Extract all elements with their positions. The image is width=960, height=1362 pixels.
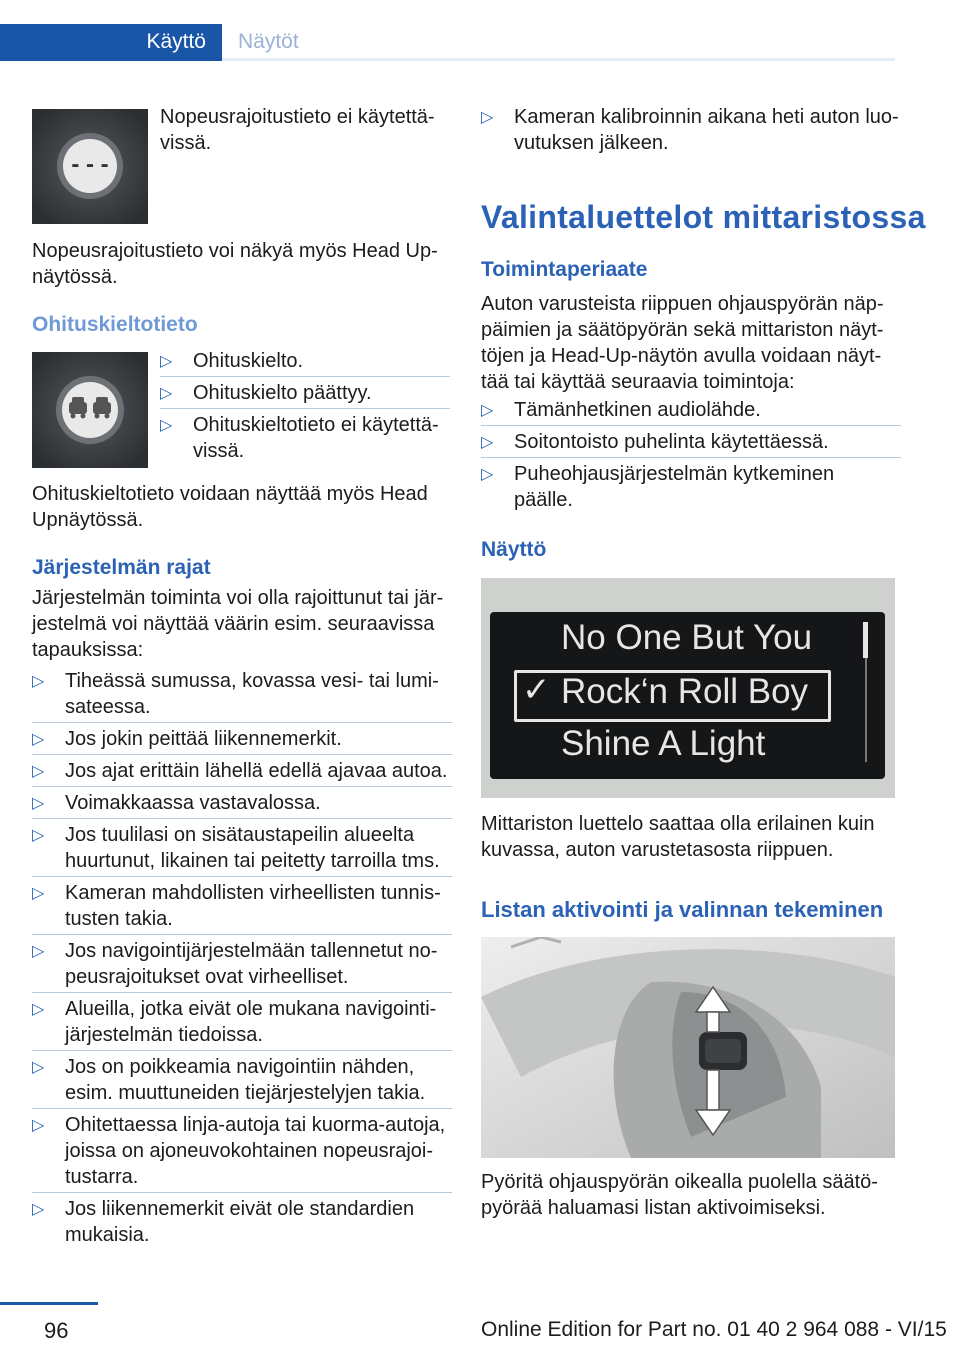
list-item-text: Kameran mahdollisten virheellisten tunnis- tusten takia. xyxy=(65,882,441,930)
bullet-triangle-icon: ▷ xyxy=(160,353,173,370)
list-item-text: Jos navigointijärjestelmään tallennetut no- peusrajoitukset ovat virheelliset. xyxy=(65,940,438,988)
para-naytto: Mittariston luettelo saattaa olla erilainen kuin kuvassa, auton varustetasosta riippuen. xyxy=(481,813,875,861)
list-item-text: Jos on poikkeamia navigointiin nähden, esim. muuttuneiden tiejärjestelyjen takia. xyxy=(65,1056,426,1104)
steering-wheel-graphic xyxy=(481,937,895,1158)
tab-naytot[interactable]: Näytöt xyxy=(238,30,299,53)
list-separator xyxy=(32,1108,452,1109)
bullet-triangle-icon: ▷ xyxy=(481,402,494,419)
list-item-text: Ohitettaessa linja-autoja tai kuorma-autoja, joissa on ajoneuvokohtainen nopeusrajoi- tustarra. xyxy=(65,1114,446,1188)
tab-kaytto-label: Käyttö xyxy=(146,30,206,53)
speed-limit-na-text: Nopeusrajoitustieto ei käytettä- vissä. xyxy=(160,106,435,154)
heading-listan-aktivointi: Listan aktivointi ja valinnan tekeminen xyxy=(481,897,884,922)
heading-naytto: Näyttö xyxy=(481,538,547,561)
bullet-triangle-icon: ▷ xyxy=(32,943,45,960)
edition-text: Online Edition for Part no. 01 40 2 964 088 - VI/15 xyxy=(481,1318,947,1341)
bullet-triangle-icon: ▷ xyxy=(32,1201,45,1218)
bullet-triangle-icon: ▷ xyxy=(32,1059,45,1076)
bullet-triangle-icon: ▷ xyxy=(481,434,494,451)
list-separator xyxy=(32,754,452,755)
list-separator xyxy=(32,992,452,993)
heading-valintaluettelot: Valintaluettelot mittaristossa xyxy=(481,199,926,235)
calibration-list xyxy=(481,104,901,162)
list-separator xyxy=(32,1192,452,1193)
list-item-text: Ohituskielto. xyxy=(193,350,304,372)
list-item xyxy=(481,429,901,455)
list-item-text: Ohituskielto päättyy. xyxy=(193,382,372,404)
list-item-text: Jos jokin peittää liikennemerkit. xyxy=(65,728,342,750)
list-item xyxy=(32,938,452,990)
list-separator xyxy=(32,934,452,935)
list-item-text: Jos tuulilasi on sisätaustapeilin alueelta huurtunut, likainen tai peitetty tarroilla tms. xyxy=(65,824,440,872)
list-item-1: No One But You xyxy=(561,618,813,657)
bullet-triangle-icon: ▷ xyxy=(160,417,173,434)
cluster-list-image xyxy=(481,578,895,798)
list-item xyxy=(32,790,452,816)
list-separator xyxy=(481,425,901,426)
para-head-up-ohitus: Ohituskieltotieto voidaan näyttää myös Head Upnäytössä. xyxy=(32,483,428,531)
heading-toimintaperiaate: Toimintaperiaate xyxy=(481,258,648,281)
list-item-text: Tiheässä sumussa, kovassa vesi- tai lumi- sateessa. xyxy=(65,670,439,718)
list-item-3: Shine A Light xyxy=(561,724,766,763)
list-item xyxy=(32,668,452,720)
list-separator xyxy=(32,722,452,723)
bullet-triangle-icon: ▷ xyxy=(32,731,45,748)
list-item-text: Kameran kalibroinnin aikana heti auton luo- vutuksen jälkeen. xyxy=(514,106,899,154)
list-item xyxy=(32,996,452,1048)
list-item-text: Jos liikennemerkit eivät ole standardien mukaisia. xyxy=(65,1198,415,1246)
list-item xyxy=(32,822,452,874)
list-item xyxy=(32,758,452,784)
list-separator xyxy=(32,876,452,877)
list-separator xyxy=(160,376,450,377)
no-overtaking-graphic xyxy=(32,352,148,468)
page-number: 96 xyxy=(44,1318,69,1343)
tab-kaytto[interactable] xyxy=(0,24,222,61)
list-item xyxy=(32,1054,452,1106)
bullet-triangle-icon: ▷ xyxy=(32,795,45,812)
list-item-text: Ohituskieltotieto ei käytettä- vissä. xyxy=(193,414,439,462)
bullet-triangle-icon: ▷ xyxy=(32,763,45,780)
list-item-text: Alueilla, jotka eivät ole mukana navigointi- järjestelmän tiedoissa. xyxy=(65,998,437,1046)
bullet-triangle-icon: ▷ xyxy=(160,385,173,402)
bullet-triangle-icon: ▷ xyxy=(481,466,494,483)
list-item xyxy=(32,880,452,932)
bullet-triangle-icon: ▷ xyxy=(32,673,45,690)
list-separator xyxy=(32,1050,452,1051)
rajat-list xyxy=(32,668,452,1254)
para-rajat-intro: Järjestelmän toiminta voi olla rajoittunut tai jär- jestelmä voi näyttää väärin esim. seuraavissa tapauksissa: xyxy=(32,587,444,661)
list-item xyxy=(481,397,901,423)
list-item xyxy=(160,412,450,464)
footer-rule xyxy=(0,1302,98,1305)
list-item-2: Rock‘n Roll Boy xyxy=(561,672,809,711)
bullet-triangle-icon: ▷ xyxy=(32,885,45,902)
list-separator xyxy=(32,786,452,787)
list-item-text: Puheohjausjärjestelmän kytkeminen päälle. xyxy=(514,463,835,511)
toiminta-list xyxy=(481,397,901,519)
list-item xyxy=(481,104,901,156)
list-item-text: Voimakkaassa vastavalossa. xyxy=(65,792,321,814)
bullet-triangle-icon: ▷ xyxy=(32,1001,45,1018)
para-toimintaperiaate: Auton varusteista riippuen ohjauspyörän näp- päimien ja säätöpyörän sekä mittariston näyt- töjen ja Head-Up-näytön avulla voidaan näyt- tää tai käyttää seuraavia toimintoja: xyxy=(481,293,884,393)
list-item xyxy=(32,1112,452,1190)
list-separator xyxy=(32,818,452,819)
list-item xyxy=(160,380,450,406)
bullet-triangle-icon: ▷ xyxy=(32,1117,45,1134)
list-item xyxy=(160,348,450,374)
bullet-triangle-icon: ▷ xyxy=(32,827,45,844)
heading-jarjestelman-rajat: Järjestelmän rajat xyxy=(32,556,211,579)
list-item-text: Jos ajat erittäin lähellä edellä ajavaa autoa. xyxy=(65,760,448,782)
speed-limit-na-icon xyxy=(32,109,148,224)
para-head-up-speed: Nopeusrajoitustieto voi näkyä myös Head Up- näytössä. xyxy=(32,240,438,288)
sign-dashes: - - - xyxy=(71,151,109,178)
no-overtaking-icon xyxy=(32,352,148,468)
list-separator xyxy=(481,457,901,458)
list-item xyxy=(481,461,901,513)
scrollbar-thumb xyxy=(863,622,868,658)
heading-ohituskieltotieto: Ohituskieltotieto xyxy=(32,313,198,336)
list-separator xyxy=(160,408,450,409)
list-item-text: Tämänhetkinen audiolähde. xyxy=(514,399,761,421)
list-item xyxy=(32,1196,452,1248)
check-icon: ✓ xyxy=(522,671,551,709)
bullet-triangle-icon: ▷ xyxy=(481,109,494,126)
list-item-text: Soitontoisto puhelinta käytettäessä. xyxy=(514,431,829,453)
para-lista: Pyöritä ohjauspyörän oikealla puolella säätö- pyörää haluamasi listan aktivoimiseksi. xyxy=(481,1171,878,1219)
list-item xyxy=(32,726,452,752)
ohitus-list xyxy=(160,348,450,470)
steering-wheel-image xyxy=(481,937,895,1158)
